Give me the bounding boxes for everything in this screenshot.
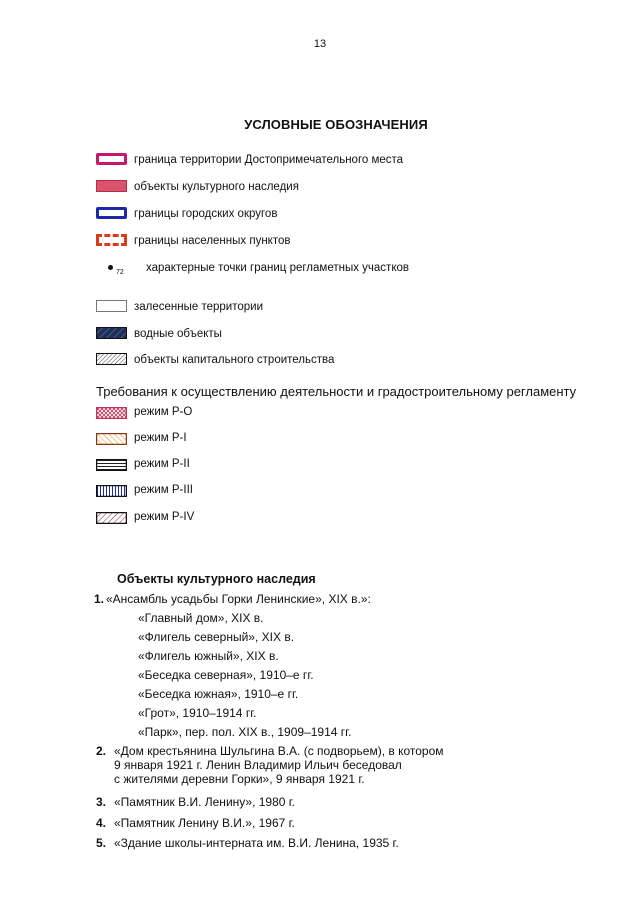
mode-label-r-i: режим Р-I xyxy=(134,432,187,444)
mode-r-ii-symbol xyxy=(96,459,126,470)
city-district-boundary-symbol xyxy=(96,207,127,219)
list-number: 3. xyxy=(96,795,107,809)
point-marker-icon xyxy=(108,265,113,270)
legend-label-heritage-objects: объекты культурного наследия xyxy=(134,181,299,193)
sub-list-item: «Беседка северная», 1910–е гг. xyxy=(138,668,314,682)
water-symbol xyxy=(96,327,126,338)
legend-title: УСЛОВНЫЕ ОБОЗНАЧЕНИЯ xyxy=(244,117,428,132)
page-number: 13 xyxy=(313,38,327,50)
mode-label-r-iv: режим Р-IV xyxy=(134,511,195,523)
list-number: 1. xyxy=(94,592,105,606)
mode-label-r-ii: режим Р-II xyxy=(134,458,190,470)
mode-r-i-symbol xyxy=(96,433,126,444)
point-index: 72 xyxy=(116,269,124,276)
list-number: 5. xyxy=(96,836,107,850)
requirements-title: Требования к осуществлению деятельности и градостроительному регламенту xyxy=(96,384,577,399)
heritage-objects-symbol xyxy=(96,180,127,192)
construction-symbol xyxy=(96,353,126,364)
forested-symbol xyxy=(96,300,127,312)
legend-label-city-districts: границы городских округов xyxy=(134,208,278,220)
sub-list-item: «Грот», 1910–1914 гг. xyxy=(138,706,257,720)
list-item: «Дом крестьянина Шульгина В.А. (с подворьем), в котором xyxy=(114,744,444,758)
sub-list-item: «Парк», пер. пол. XIX в., 1909–1914 гг. xyxy=(138,725,352,739)
mode-label-r-iii: режим Р-III xyxy=(134,484,193,496)
legend-label-dm-boundary: граница территории Достопримечательного места xyxy=(134,154,404,166)
list-item: «Памятник В.И. Ленину», 1980 г. xyxy=(114,795,296,809)
legend-label-water: водные объекты xyxy=(134,328,222,340)
sub-list-item: «Беседка южная», 1910–е гг. xyxy=(138,687,299,701)
heritage-heading: Объекты культурного наследия xyxy=(117,572,316,586)
mode-r-iv-symbol xyxy=(96,512,126,523)
list-number: 2. xyxy=(96,744,107,758)
dm-boundary-symbol xyxy=(96,153,127,165)
list-item: «Здание школы-интерната им. В.И. Ленина, 1935 г. xyxy=(114,836,399,850)
list-item: «Памятник Ленину В.И.», 1967 г. xyxy=(114,816,295,830)
settlement-boundary-symbol xyxy=(96,234,127,246)
list-item: «Ансамбль усадьбы Горки Ленинские», XIX в.»: xyxy=(106,592,371,606)
legend-label-construction: объекты капитального строительства xyxy=(134,354,335,366)
legend-label-points: характерные точки границ регламетных участков xyxy=(146,262,409,274)
legend-label-forested: залесенные территории xyxy=(134,301,264,313)
mode-label-r-o: режим Р-О xyxy=(134,406,193,418)
list-item-continuation: 9 января 1921 г. Ленин Владимир Ильич беседовал xyxy=(114,758,402,772)
sub-list-item: «Флигель северный», XIX в. xyxy=(138,630,295,644)
list-number: 4. xyxy=(96,816,107,830)
mode-r-o-symbol xyxy=(96,407,126,418)
legend-label-settlements: границы населенных пунктов xyxy=(134,235,291,247)
sub-list-item: «Главный дом», XIX в. xyxy=(138,611,264,625)
list-item-continuation: с жителями деревни Горки», 9 января 1921 г. xyxy=(114,772,365,786)
sub-list-item: «Флигель южный», XIX в. xyxy=(138,649,279,663)
mode-r-iii-symbol xyxy=(96,485,126,496)
